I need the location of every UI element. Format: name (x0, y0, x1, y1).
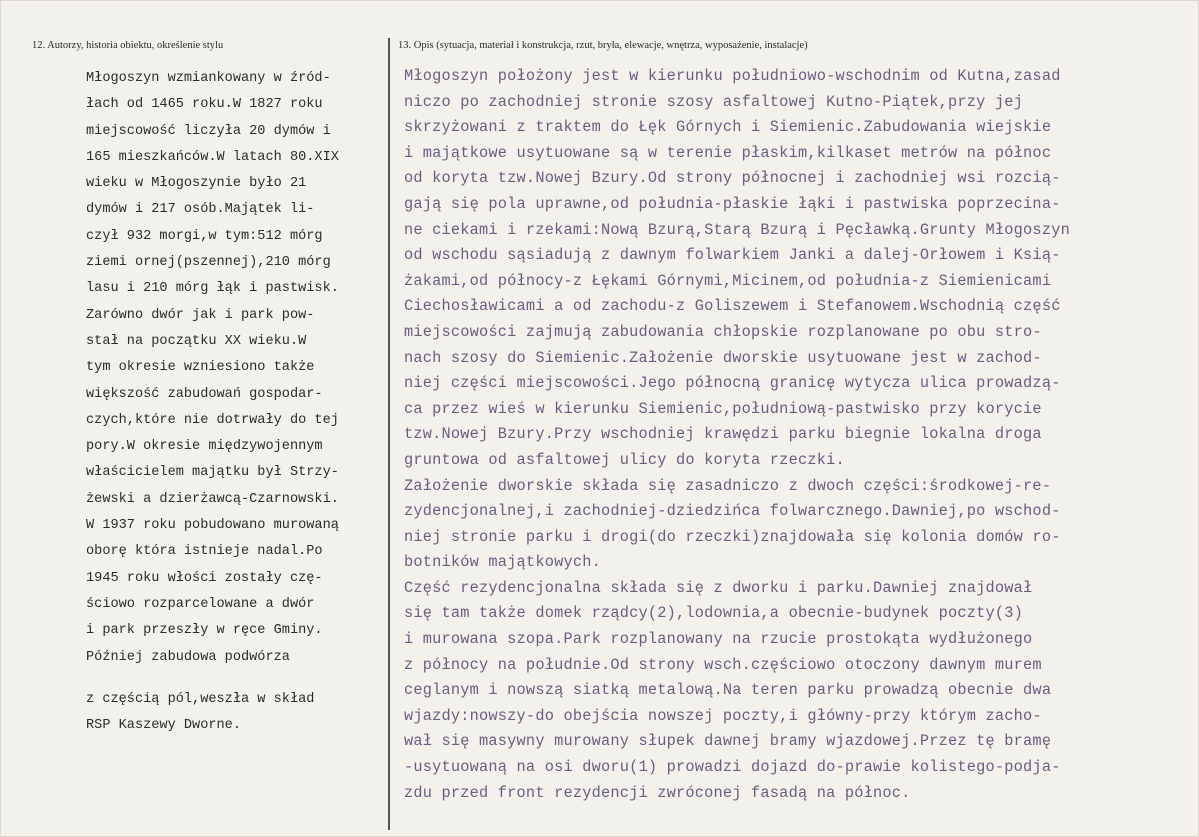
text-line: Zarówno dwór jak i park pow- (86, 307, 315, 323)
text-line: miejscowość liczyła 20 dymów i (86, 123, 331, 139)
text-line: z częścią pól,weszła w skład (86, 691, 315, 707)
text-line: Część rezydencjonalna składa się z dworku i parku.Dawniej znajdował (404, 578, 1033, 597)
text-line: 1945 roku włości zostały czę- (86, 570, 323, 586)
history-text-lines (86, 66, 386, 671)
text-line: wjazdy:nowszy-do obejścia nowszej poczty,i główny-przy którym zacho- (404, 706, 1042, 725)
text-line: tzw.Nowej Bzury.Przy wschodniej krawędzi parku biegnie lokalna droga (404, 425, 1042, 444)
text-line: właścicielem majątku był Strzy- (86, 465, 339, 481)
text-line: Ciechosławicami a od zachodu-z Goliszewem i Stefanowem.Wschodnią część (404, 297, 1061, 316)
text-line: Później zabudowa podwórza (86, 649, 290, 665)
text-line: stał na początku XX wieku.W (86, 333, 307, 349)
column-divider (388, 38, 390, 830)
text-line: ceglanym i nowszą siatką metalową.Na teren parku prowadzą obecnie dwa (404, 681, 1052, 700)
text-line: łach od 1465 roku.W 1827 roku (86, 97, 323, 113)
text-line: niej części miejscowości.Jego północną granicę wytycza ulica prowadzą- (404, 374, 1061, 393)
text-line: ca przez wieś w kierunku Siemienic,południową-pastwisko przy korycie (404, 399, 1042, 418)
text-line: niej stronie parku i drogi(do rzeczki)znajdowała się kolonia domów ro- (404, 527, 1061, 546)
text-line: 165 mieszkańców.W latach 80.XIX (86, 149, 339, 165)
text-line: czych,które nie dotrwały do tej (86, 412, 339, 428)
history-column (86, 66, 386, 739)
text-line: od koryta tzw.Nowej Bzury.Od strony północnej i zachodniej wsi rozcią- (404, 169, 1061, 188)
text-line: -usytuowaną na osi dworu(1) prowadzi dojazd do-prawie kolistego-podja- (404, 758, 1061, 777)
text-line: żakami,od północy-z Łękami Górnymi,Micinem,od południa-z Siemienicami (404, 271, 1052, 290)
description-column (404, 64, 1084, 806)
section-12-heading: 12. Autorzy, historia obiektu, określenie stylu (32, 40, 224, 51)
text-line: i majątkowe usytuowane są w terenie płaskim,kilkaset metrów na północ (404, 143, 1052, 162)
text-line: nach szosy do Siemienic.Założenie dworskie usytuowane jest w zachod- (404, 348, 1042, 367)
text-line: oborę która istnieje nadal.Po (86, 544, 323, 560)
text-line: tym okresie wzniesiono także (86, 360, 315, 376)
text-line: większość zabudowań gospodar- (86, 386, 323, 402)
text-line: dymów i 217 osób.Majątek li- (86, 202, 315, 218)
text-line: botników majątkowych. (404, 553, 601, 572)
description-text-lines (404, 64, 1084, 806)
text-line: i park przeszły w ręce Gminy. (86, 623, 323, 639)
text-line: żewski a dzierżawcą-Czarnowski. (86, 491, 339, 507)
text-line: zdu przed front rezydencji zwróconej fasadą na północ. (404, 783, 911, 802)
paragraph-gap (86, 671, 386, 687)
text-line: gają się pola uprawne,od południa-płaskie łąki i pastwiska poprzecina- (404, 194, 1061, 213)
text-line: Młogoszyn wzmiankowany w źród- (86, 71, 331, 86)
text-line: ziemi ornej(pszennej),210 mórg (86, 255, 331, 271)
text-line: gruntowa od asfaltowej ulicy do koryta rzeczki. (404, 450, 845, 469)
text-line: zydencjonalnej,i zachodniej-dziedzińca folwarcznego.Dawniej,po wschod- (404, 502, 1061, 521)
text-line: czył 932 morgi,w tym:512 mórg (86, 228, 323, 244)
section-13-heading: 13. Opis (sytuacja, materiał i konstrukcja, rzut, bryła, elewacje, wnętrza, wyposażenie, instalacje) (398, 40, 808, 51)
text-line: się tam także domek rządcy(2),lodownia,a obecnie-budynek poczty(3) (404, 604, 1024, 623)
text-line: W 1937 roku pobudowano murowaną (86, 518, 339, 534)
text-line: skrzyżowani z traktem do Łęk Górnych i Siemienic.Zabudowania wiejskie (404, 118, 1052, 137)
text-line: miejscowości zajmują zabudowania chłopskie rozplanowane po obu stro- (404, 322, 1042, 341)
text-line: wał się masywny murowany słupek dawnej bramy wjazdowej.Przez tę bramę (404, 732, 1052, 751)
text-line: RSP Kaszewy Dworne. (86, 718, 241, 734)
text-line: i murowana szopa.Park rozplanowany na rzucie prostokąta wydłużonego (404, 630, 1033, 649)
text-line: od wschodu sąsiadują z dawnym folwarkiem Janki a dalej-Orłowem i Ksią- (404, 246, 1061, 265)
text-line: ne ciekami i rzekami:Nową Bzurą,Starą Bzurą i Pęcławką.Grunty Młogoszyn (404, 220, 1070, 239)
text-line: Założenie dworskie składa się zasadniczo z dwoch części:środkowej-re- (404, 476, 1052, 495)
text-line: pory.W okresie międzywojennym (86, 439, 323, 455)
text-line: Młogoszyn położony jest w kierunku południowo-wschodnim od Kutna,zasad (404, 67, 1061, 85)
text-line: wieku w Młogoszynie było 21 (86, 176, 307, 192)
history-text-tail (86, 687, 386, 740)
text-line: niczo po zachodniej stronie szosy asfaltowej Kutno-Piątek,przy jej (404, 92, 1024, 111)
text-line: ściowo rozparcelowane a dwór (86, 596, 315, 612)
text-line: z północy na południe.Od strony wsch.częściowo otoczony dawnym murem (404, 655, 1042, 674)
text-line: lasu i 210 mórg łąk i pastwisk. (86, 281, 339, 297)
